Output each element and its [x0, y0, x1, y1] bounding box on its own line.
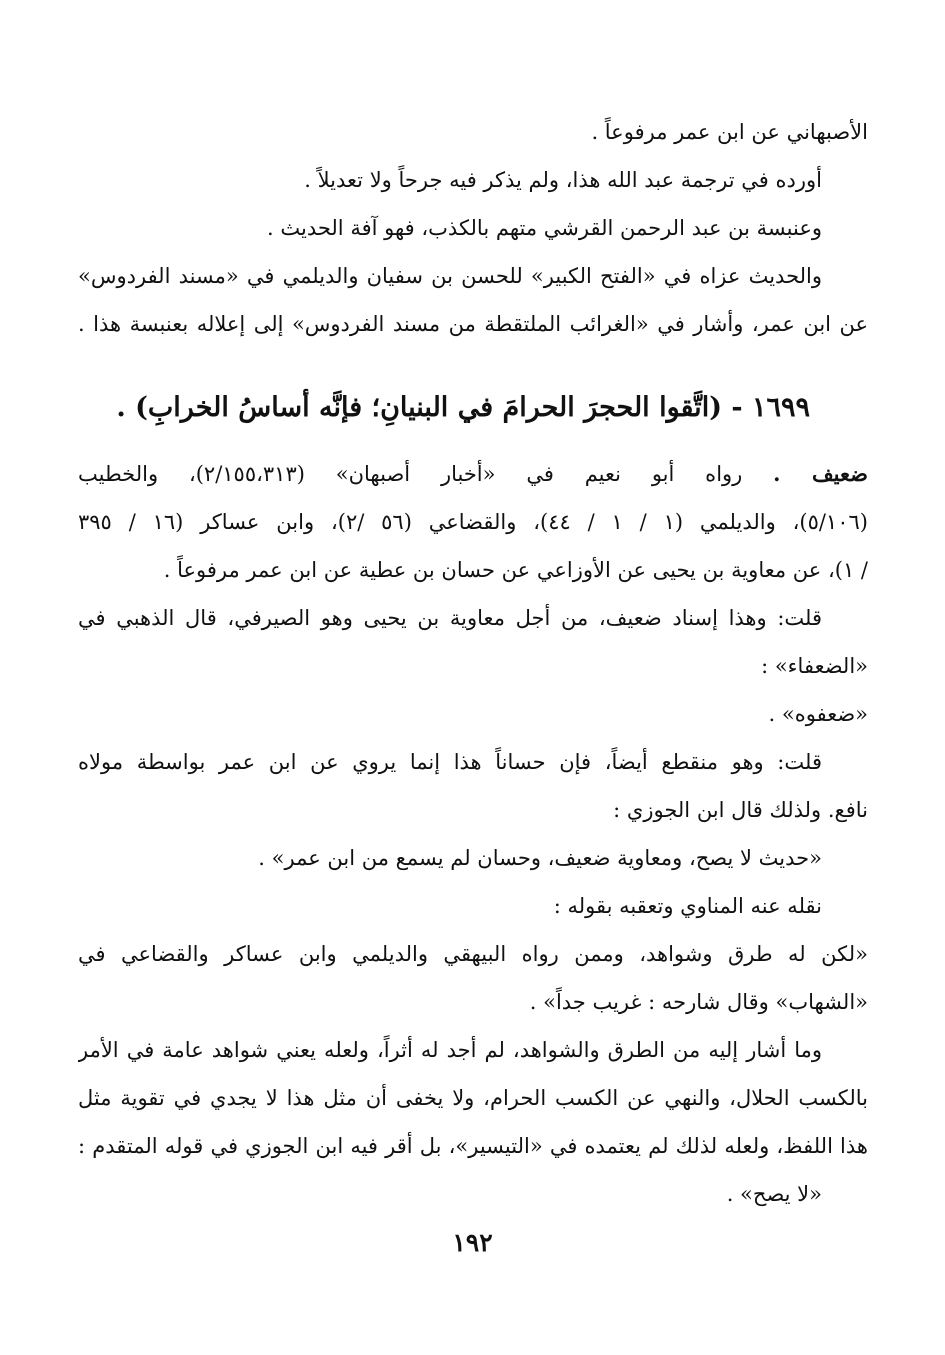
hadith-grade: ضعيف . — [773, 461, 868, 486]
text-line: «ضعفوه» . — [768, 702, 868, 726]
text-line: «لا يصح» . — [726, 1182, 822, 1206]
text-line: «الضعفاء» : — [761, 654, 868, 678]
text-line: أورده في ترجمة عبد الله هذا، ولم يذكر فيه جرحاً ولا تعديلاً . — [304, 168, 822, 192]
text-line: وعنبسة بن عبد الرحمن القرشي متهم بالكذب، فهو آفة الحديث . — [267, 216, 822, 240]
text-line: الأصبهاني عن ابن عمر مرفوعاً . — [591, 120, 868, 144]
text-line: والحديث عزاه في «الفتح الكبير» للحسن بن سفيان والديلمي في «مسند الفردوس» — [78, 264, 822, 288]
text-line: «حديث لا يصح، ومعاوية ضعيف، وحسان لم يسمع من ابن عمر» . — [258, 846, 822, 870]
hadith-heading — [78, 376, 868, 440]
text-line: قلت: وهو منقطع أيضاً، فإن حساناً هذا إنما يروي عن ابن عمر بواسطة مولاه — [78, 750, 822, 774]
page-number: ١٩٢ — [452, 1228, 493, 1257]
text-line: عن ابن عمر، وأشار في «الغرائب الملتقطة من مسند الفردوس» إلى إعلاله بعنبسة هذا . — [78, 312, 868, 336]
text-line: قلت: وهذا إسناد ضعيف، من أجل معاوية بن يحيى وهو الصيرفي، قال الذهبي في — [78, 606, 822, 630]
page-text — [78, 108, 868, 1218]
text-line: نقله عنه المناوي وتعقبه بقوله : — [553, 894, 822, 918]
text-line: نافع. ولذلك قال ابن الجوزي : — [613, 798, 868, 822]
hadith-number: ١٦٩٩ — [751, 392, 810, 423]
text-line — [78, 450, 868, 498]
text-line: «الشهاب» وقال شارحه : غريب جداً» . — [529, 990, 868, 1014]
text-line: (٥/١٠٦)، والديلمي (١ / ١ / ٤٤)، والقضاعي (٥٦ /٢)، وابن عساكر (١٦ / ٣٩٥ — [78, 510, 868, 534]
hadith-text: - (اتَّقوا الحجرَ الحرامَ في البنيانِ؛ فإنَّه أساسُ الخرابِ) . — [116, 392, 743, 423]
text-line: وما أشار إليه من الطرق والشواهد، لم أجد له أثراً، ولعله يعني شواهد عامة في الأمر — [78, 1038, 822, 1062]
text-line: بالكسب الحلال، والنهي عن الكسب الحرام، ولا يخفى أن مثل هذا لا يجدي في تقوية مثل — [78, 1086, 868, 1110]
text-line: «لكن له طرق وشواهد، وممن رواه البيهقي والديلمي وابن عساكر والقضاعي في — [78, 942, 868, 966]
text-line: هذا اللفظ، ولعله لذلك لم يعتمده في «التيسير»، بل أقر فيه ابن الجوزي في قوله المتقدم : — [78, 1134, 868, 1158]
text-segment: رواه أبو نعيم في «أخبار أصبهان» (٢/١٥٥،٣١٣)، والخطيب — [78, 462, 743, 486]
text-line: / ١)، عن معاوية بن يحيى عن الأوزاعي عن حسان بن عطية عن ابن عمر مرفوعاً . — [163, 558, 868, 582]
